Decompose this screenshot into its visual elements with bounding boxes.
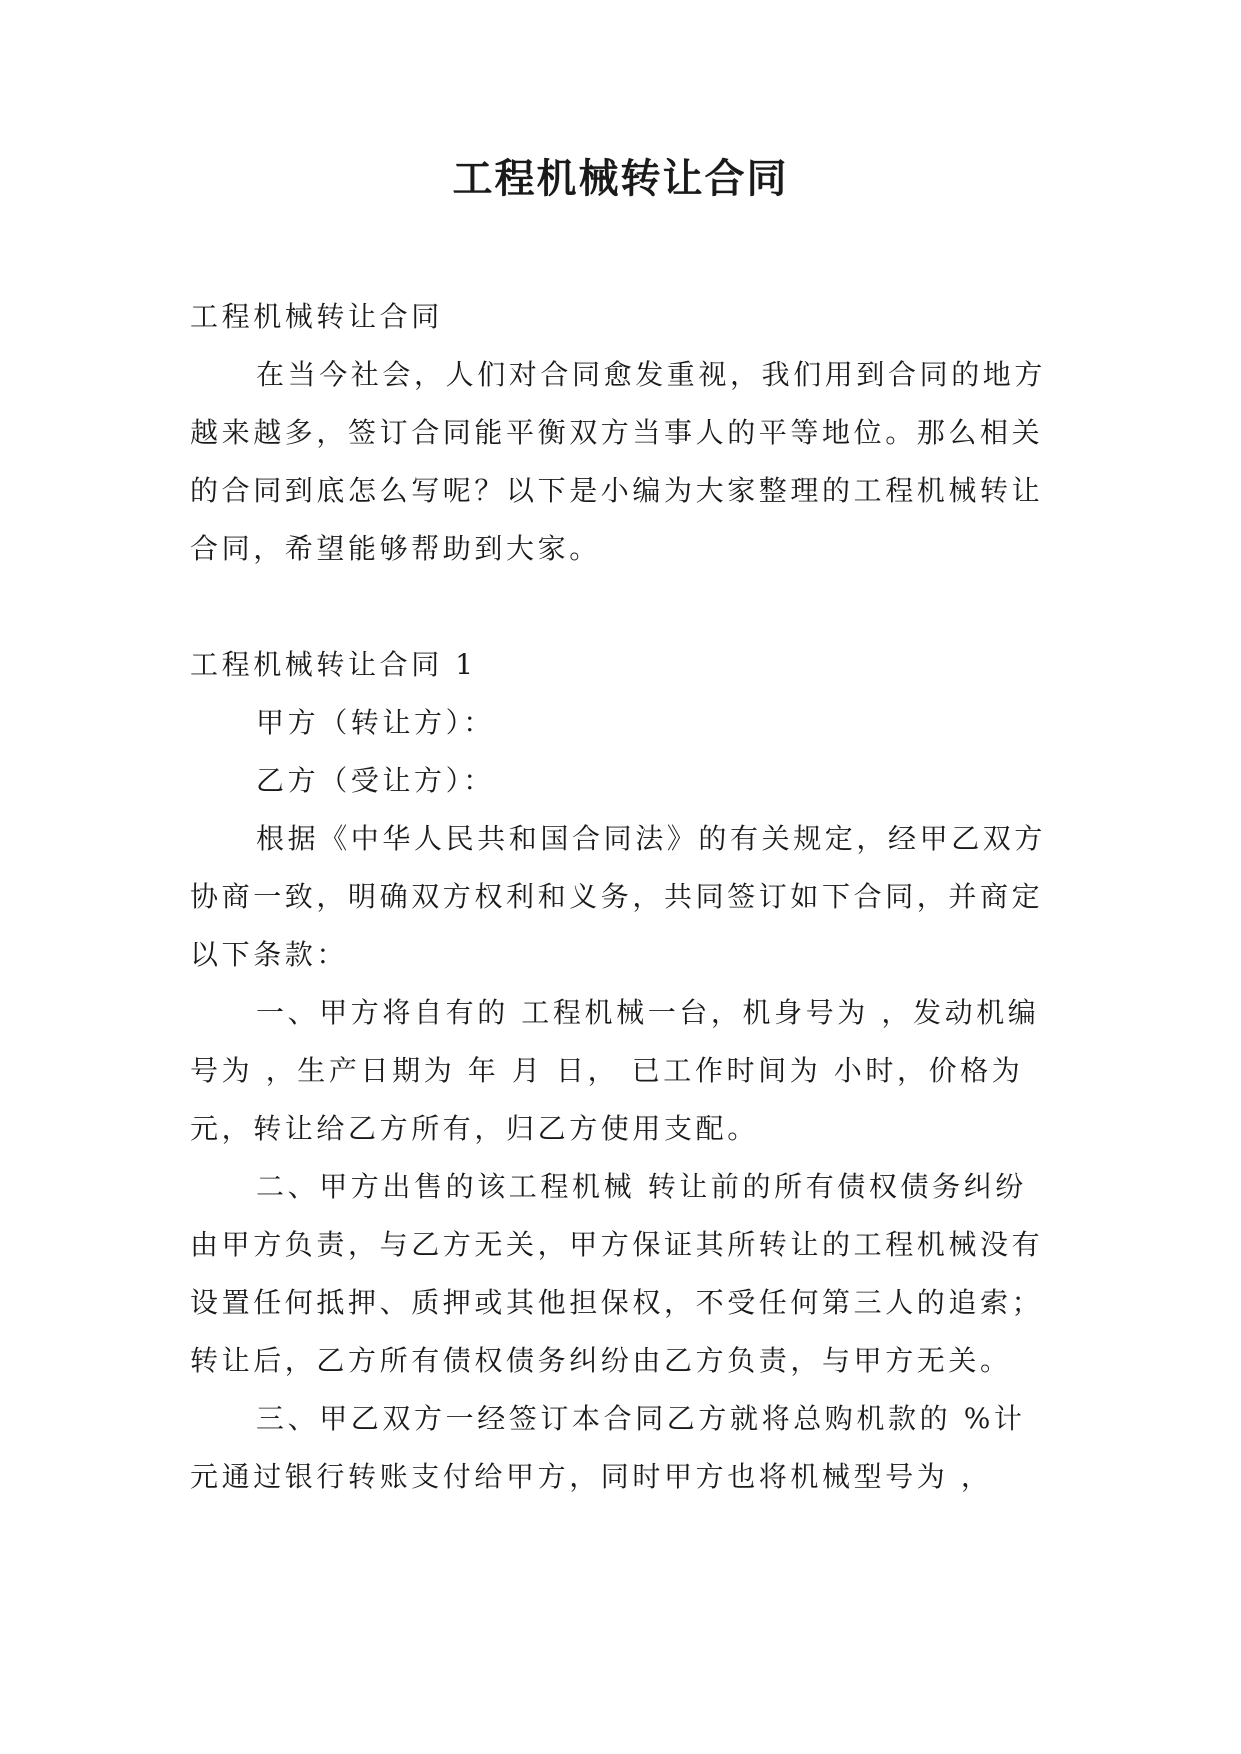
clause-one: 一、甲方将自有的 工程机械一台，机身号为 ，发动机编号为 ，生产日期为 年 月 日， 已工作时间为 小时，价格为 元，转让给乙方所有，归乙方使用支配。 <box>190 996 1040 1145</box>
clause-two: 二、甲方出售的该工程机械 转让前的所有债权债务纠纷由甲方负责，与乙方无关，甲方保证其所转让的工程机械没有设置任何抵押、质押或其他担保权，不受任何第三人的追索；转让后，乙方所有债权债务纠纷由乙方负责，与甲方无关。 <box>190 1170 1044 1377</box>
document-body <box>190 288 1052 1506</box>
preamble-paragraph: 根据《中华人民共和国合同法》的有关规定，经甲乙双方协商一致，明确双方权利和义务，共同签订如下合同，并商定以下条款： <box>190 822 1047 971</box>
party-a-line: 甲方（转让方）： <box>256 706 495 739</box>
contract-heading: 工程机械转让合同 1 <box>190 648 477 681</box>
document-title: 工程机械转让合同 <box>452 156 789 202</box>
party-b-line: 乙方（受让方）： <box>256 764 495 797</box>
subtitle-paragraph: 工程机械转让合同 <box>190 300 443 333</box>
clause-three: 三、甲乙双方一经签订本合同乙方就将总购机款的 %计 元通过银行转账支付给甲方，同时甲方也将机械型号为 ， <box>190 1402 1026 1493</box>
intro-paragraph: 在当今社会，人们对合同愈发重视，我们用到合同的地方越来越多，签订合同能平衡双方当事人的平等地位。那么相关的合同到底怎么写呢？以下是小编为大家整理的工程机械转让合同，希望能够帮助到大家。 <box>190 358 1047 565</box>
